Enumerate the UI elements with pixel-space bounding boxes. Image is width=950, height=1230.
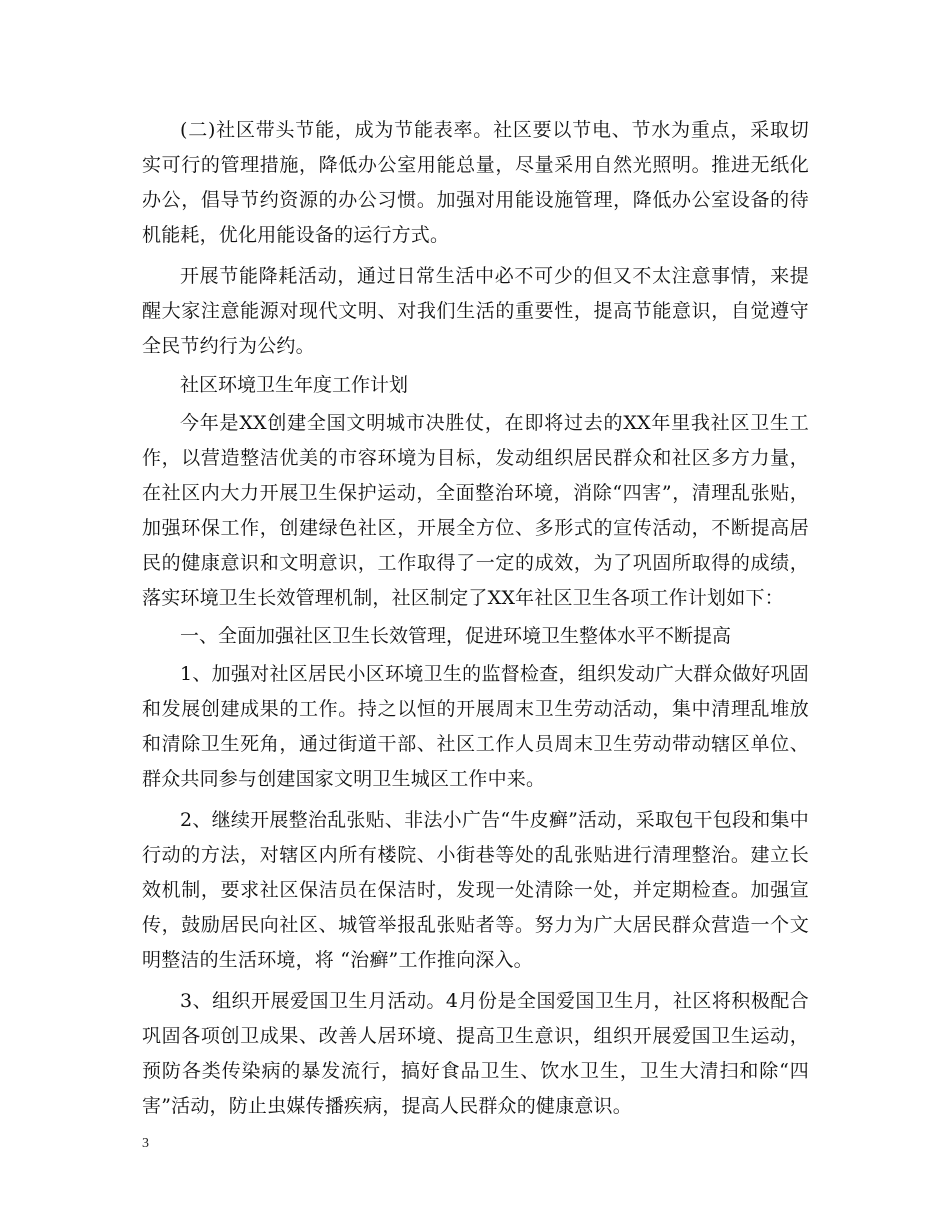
paragraph-item-1-supervision: 1、加强对社区居民小区环境卫生的监督检查，组织发动广大群众做好巩固和发展创建成果的工作。持之以恒的开展周末卫生劳动活动，集中清理乱堆放和清除卫生死角，通过街道干部、社区工作人员周末卫生劳动带动辖区单位、群众共同参与创建国家文明卫生城区工作中来。 bbox=[142, 663, 809, 790]
paragraph-item-3-patriotic-health-month: 3、组织开展爱国卫生月活动。4月份是全国爱国卫生月，社区将积极配合巩固各项创卫成果、改善人居环境、提高卫生意识，组织开展爱国卫生运动，预防各类传染病的暴发流行，搞好食品卫生、饮水卫生，卫生大清扫和除“四害”活动，防止虫媒传播疾病，提高人民群众的健康意识。 bbox=[142, 990, 809, 1117]
paragraph-energy-saving-activities: 开展节能降耗活动，通过日常生活中必不可少的但又不太注意事情，来提醒大家注意能源对现代文明、对我们生活的重要性，提高节能意识，自觉遵守全民节约行为公约。 bbox=[142, 265, 809, 357]
section-title-annual-plan: 社区环境卫生年度工作计划 bbox=[180, 374, 409, 396]
section-heading-long-term-management: 一、全面加强社区卫生长效管理，促进环境卫生整体水平不断提高 bbox=[180, 625, 732, 647]
document-body bbox=[142, 113, 809, 1124]
page-number: 3 bbox=[142, 1136, 149, 1151]
paragraph-plan-introduction: 今年是XX创建全国文明城市决胜仗，在即将过去的XX年里我社区卫生工作，以营造整洁优美的市容环境为目标，发动组织居民群众和社区多方力量，在社区内大力开展卫生保护运动，全面整治环境，消除“四害”，清理乱张贴，加强环保工作，创建绿色社区，开展全方位、多形式的宣传活动，不断提高居民的健康意识和文明意识，工作取得了一定的成效，为了巩固所取得的成绩，落实环境卫生长效管理机制，社区制定了XX年社区卫生各项工作计划如下： bbox=[142, 412, 809, 609]
paragraph-energy-saving-role-model: (二)社区带头节能，成为节能表率。社区要以节电、节水为重点，采取切实可行的管理措施，降低办公室用能总量，尽量采用自然光照明。推进无纸化办公，倡导节约资源的办公习惯。加强对用能设施管理，降低办公室设备的待机能耗，优化用能设备的运行方式。 bbox=[142, 119, 809, 246]
paragraph-item-2-illegal-ads: 2、继续开展整治乱张贴、非法小广告“牛皮癣”活动，采取包干包段和集中行动的方法，对辖区内所有楼院、小街巷等处的乱张贴进行清理整治。建立长效机制，要求社区保洁员在保洁时，发现一处清除一处，并定期检查。加强宣传，鼓励居民向社区、城管举报乱张贴者等。努力为广大居民群众营造一个文明整洁的生活环境，将 “治癣”工作推向深入。 bbox=[142, 809, 809, 971]
